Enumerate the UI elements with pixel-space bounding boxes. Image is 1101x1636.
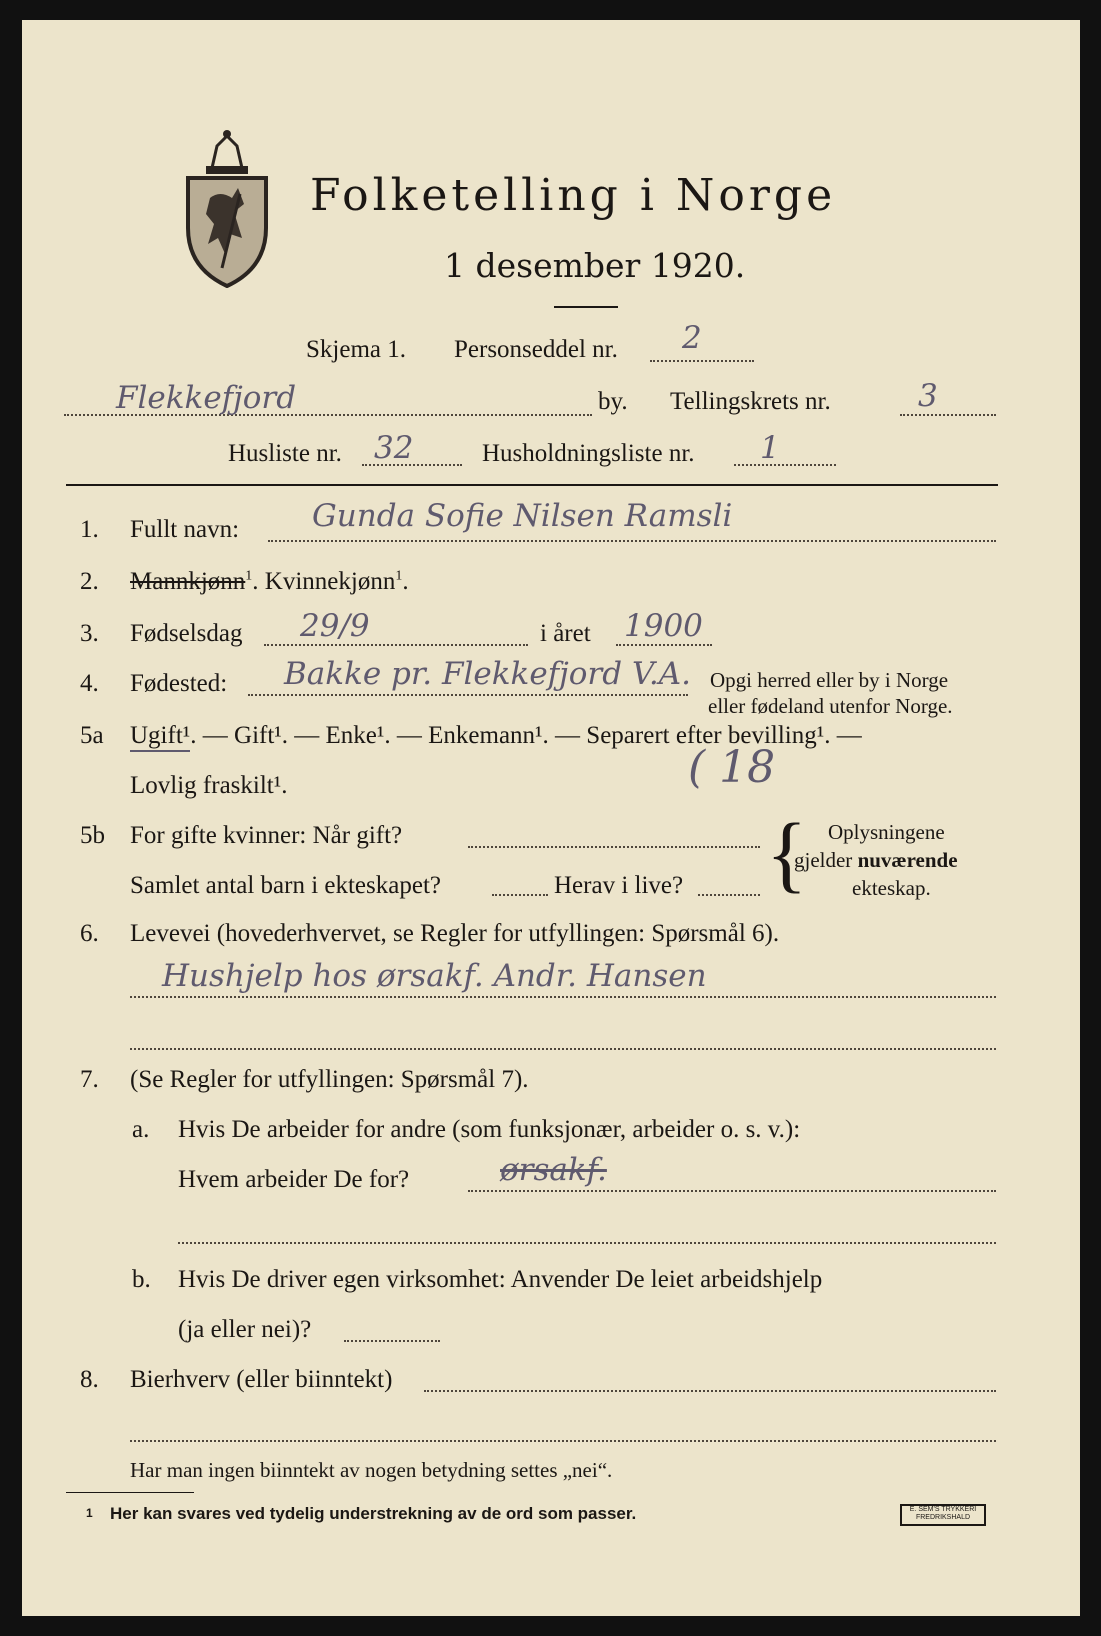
q5b-children-label: Samlet antal barn i ekteskapet? [130,872,441,899]
census-form [22,20,1080,1616]
personseddel-field[interactable] [650,360,754,362]
q6-label: Levevei (hovederhvervet, se Regler for utfyllingen: Spørsmål 6). [130,920,780,947]
q4-field[interactable] [248,694,688,696]
q5a-ugift-underline [130,750,190,752]
tellingskrets-field[interactable] [900,414,996,416]
q5a-options[interactable]: Ugift¹. — Gift¹. — Enke¹. — Enkemann¹. — Separert efter bevilling¹. — [130,722,862,749]
printer-stamp-line1: E. SEM'S TRYKKERI [909,1506,977,1513]
q7a-field-line2[interactable] [178,1242,996,1244]
q7a-field-line1[interactable] [468,1190,996,1192]
q6-number: 6. [80,920,99,947]
q7b-line2: (ja eller nei)? [178,1316,312,1343]
husholdning-field[interactable] [734,464,836,466]
q1-value: Gunda Sofie Nilsen Ramsli [312,498,733,534]
tellingskrets-label: Tellingskrets nr. [670,388,831,415]
husliste-value: 32 [374,430,414,466]
q5b-note-line1: Oplysningene [828,820,945,844]
q1-field[interactable] [268,540,996,542]
title-divider [554,306,618,308]
q5b-note-gjelder: gjelder [794,848,858,872]
q5b-note-line3: ekteskap. [852,876,931,900]
q7b-line1: Hvis De driver egen virksomhet: Anvender De leiet arbeidshjelp [178,1266,823,1293]
q2-options: Mannkjønn$^1$. Kvinnekjønn$^1$. [130,568,409,595]
q3-year-label: i året [540,620,591,647]
footnote-rule [66,1492,194,1493]
printer-stamp [900,1504,986,1526]
q7a-value: ørsakf. [500,1152,607,1188]
husliste-label: Husliste nr. [228,440,342,467]
q4-note-line2: eller fødeland utenfor Norge. [708,694,953,718]
q6-field-line2[interactable] [130,1048,996,1050]
q7a-letter: a. [132,1116,150,1143]
by-label: by. [598,388,628,415]
q8-note: Har man ingen biinntekt av nogen betydning settes „nei“. [130,1458,613,1482]
q7-number: 7. [80,1066,99,1093]
q7-label: (Se Regler for utfyllingen: Spørsmål 7). [130,1066,529,1093]
header-rule [66,484,998,486]
q5b-note-current: nuværende [857,848,958,872]
footnote-text: Her kan svares ved tydelig understrekning av de ord som passer. [110,1504,637,1523]
q3-year-field[interactable] [616,644,712,646]
q2-end-mark: . [402,568,409,595]
q5b-alive-field[interactable] [698,894,760,896]
q5a-margin-mark: ( 18 [688,742,776,793]
q7a-line1: Hvis De arbeider for andre (som funksjonær, arbeider o. s. v.): [178,1116,801,1143]
q1-label: Fullt navn: [130,516,240,543]
form-date: 1 desember 1920. [444,246,746,285]
q7b-letter: b. [132,1266,151,1293]
q4-label: Fødested: [130,670,228,697]
q4-number: 4. [80,670,99,697]
q7a-line2: Hvem arbeider De for? [178,1166,410,1193]
q6-field-line1[interactable] [130,996,996,998]
q5b-brace-icon: { [766,805,808,901]
printer-stamp-line2: FREDRIKSHALD [915,1514,971,1521]
q2-male-option[interactable]: Mannkjønn [130,568,246,595]
coat-of-arms-icon [182,128,272,292]
q4-note-line1: Opgi herred eller by i Norge [710,668,949,692]
q1-number: 1. [80,516,99,543]
footnote-mark: 1 [86,1506,93,1520]
tellingskrets-value: 3 [918,378,938,414]
personseddel-value: 2 [682,320,702,356]
q5a-number: 5a [80,722,104,749]
q3-number: 3. [80,620,99,647]
q5b-note-line2 [794,848,958,873]
q2-female-footnote-mark: 1 [395,568,403,584]
q5b-alive-label: Herav i live? [554,872,684,899]
q5b-married-field[interactable] [468,846,760,848]
q8-field-line2[interactable] [130,1440,996,1442]
q5b-number: 5b [80,822,105,849]
q2-male-footnote-mark: 1 [245,568,253,584]
q6-value: Hushjelp hos ørsakf. Andr. Hansen [162,958,707,994]
q3-year-value: 1900 [624,608,703,644]
q8-field-line1[interactable] [424,1390,996,1392]
husholdning-value: 1 [760,430,780,466]
q8-label: Bierhverv (eller biinntekt) [130,1366,393,1393]
by-value: Flekkefjord [116,380,297,416]
skjema-label: Skjema 1. [306,336,406,363]
form-title: Folketelling i Norge [310,170,837,221]
q3-label: Fødselsdag [130,620,243,647]
q8-number: 8. [80,1366,99,1393]
q3-day-value: 29/9 [300,608,370,644]
q3-day-field[interactable] [264,644,528,646]
q2-number: 2. [80,568,99,595]
husholdning-label: Husholdningsliste nr. [482,440,695,467]
q7b-field[interactable] [344,1340,440,1342]
q5a-option-fraskilt[interactable]: Lovlig fraskilt¹. [130,772,288,799]
q5b-married-label: For gifte kvinner: Når gift? [130,822,403,849]
q4-value: Bakke pr. Flekkefjord V.A. [284,656,692,692]
personseddel-label: Personseddel nr. [454,336,618,363]
q5b-children-field[interactable] [492,894,548,896]
q2-female-option[interactable]: Kvinnekjønn [264,568,396,595]
